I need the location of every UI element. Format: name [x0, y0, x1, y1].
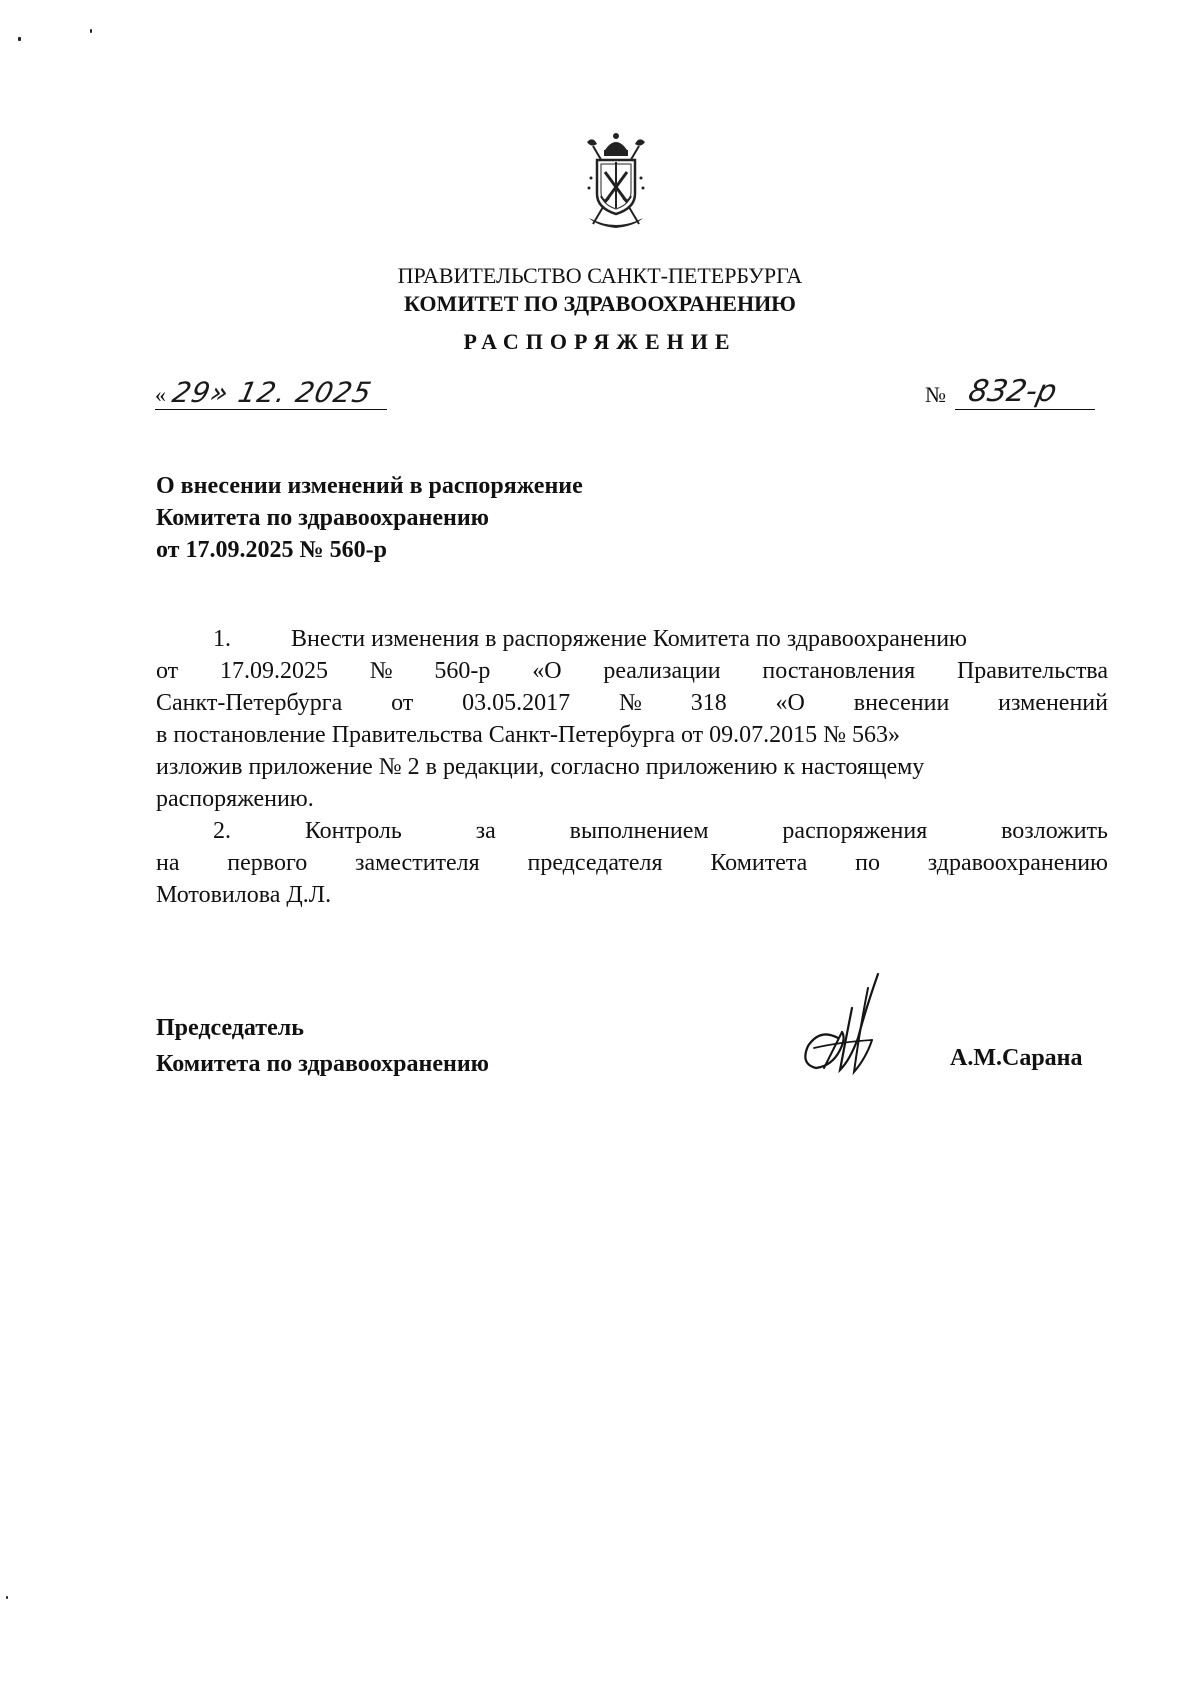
word: председателя: [527, 850, 663, 876]
word: по: [855, 850, 880, 876]
date-prefix: «: [155, 382, 166, 407]
organization-name: ПРАВИТЕЛЬСТВО САНКТ-ПЕТЕРБУРГА: [397, 263, 803, 288]
word: 318: [690, 690, 727, 716]
word: «О: [532, 658, 562, 684]
word: здравоохранению: [927, 850, 1108, 876]
number-underline: [955, 409, 1095, 410]
body-line: [156, 719, 1108, 751]
word: на: [156, 850, 180, 876]
body-line: [156, 751, 1108, 783]
body-text: изложив приложение № 2 в редакции, согласно приложению к настоящему: [156, 754, 925, 780]
signatory-title: [156, 1010, 489, 1082]
body-line: [156, 783, 1108, 815]
scan-speck: [90, 29, 92, 33]
subject-line: от 17.09.2025 № 560-р: [156, 537, 387, 563]
word: «О: [775, 690, 805, 716]
document-number: [925, 370, 1095, 414]
word: Санкт-Петербурга: [156, 690, 343, 716]
scan-speck: [18, 37, 21, 41]
body-text: распоряжению.: [156, 786, 314, 812]
body-text: в постановление Правительства Санкт-Петербурга от 09.07.2015 № 563»: [156, 722, 901, 748]
subject-line: Комитета по здравоохранению: [156, 505, 489, 531]
word: №: [618, 690, 642, 716]
word: 03.05.2017: [462, 690, 571, 716]
body-line: [156, 687, 1108, 719]
saint-petersburg-coat-of-arms-icon: [579, 132, 653, 232]
body-line: [156, 815, 1108, 847]
handwritten-signature: [780, 968, 910, 1083]
signatory-title-line: Председатель: [156, 1015, 304, 1041]
body-line: [156, 623, 1108, 655]
word: Контроль: [304, 818, 402, 844]
word: от: [156, 658, 179, 684]
word: распоряжения: [782, 818, 928, 844]
word: Комитета: [710, 850, 808, 876]
word: реализации: [603, 658, 721, 684]
word: внесении: [853, 690, 950, 716]
document-subject: [156, 470, 583, 566]
body-line: [156, 847, 1108, 879]
word: Правительства: [956, 658, 1108, 684]
number-sign: №: [925, 382, 946, 407]
subject-line: О внесении изменений в распоряжение: [156, 473, 583, 499]
item-number: 2.: [213, 818, 231, 844]
document-body: [156, 623, 1108, 911]
word: постановления: [762, 658, 916, 684]
word: возложить: [1001, 818, 1108, 844]
committee-name: КОМИТЕТ ПО ЗДРАВООХРАНЕНИЮ: [404, 291, 796, 316]
document-type: РАСПОРЯЖЕНИЕ: [463, 329, 737, 354]
body-line: [156, 655, 1108, 687]
word: за: [475, 818, 496, 844]
handwritten-date: 29» 12. 2025: [169, 376, 376, 409]
word: от: [391, 690, 414, 716]
word: изменений: [998, 690, 1108, 716]
item-number: 1.: [213, 626, 231, 652]
document-date: [155, 370, 387, 414]
body-text: Внести изменения в распоряжение Комитета по здравоохранению: [291, 626, 967, 652]
signatory-title-line: Комитета по здравоохранению: [156, 1051, 489, 1077]
signatory-name: А.М.Сарана: [950, 1045, 1083, 1071]
word: 560-р: [434, 658, 491, 684]
handwritten-number: 832-р: [965, 374, 1060, 409]
word: заместителя: [354, 850, 480, 876]
word: выполнением: [569, 818, 709, 844]
word: первого: [227, 850, 308, 876]
word: №: [369, 658, 393, 684]
scan-speck: [6, 1596, 8, 1599]
word: 17.09.2025: [219, 658, 328, 684]
date-underline: [155, 409, 387, 410]
body-text: Мотовилова Д.Л.: [156, 882, 332, 908]
body-line: [156, 879, 1108, 911]
